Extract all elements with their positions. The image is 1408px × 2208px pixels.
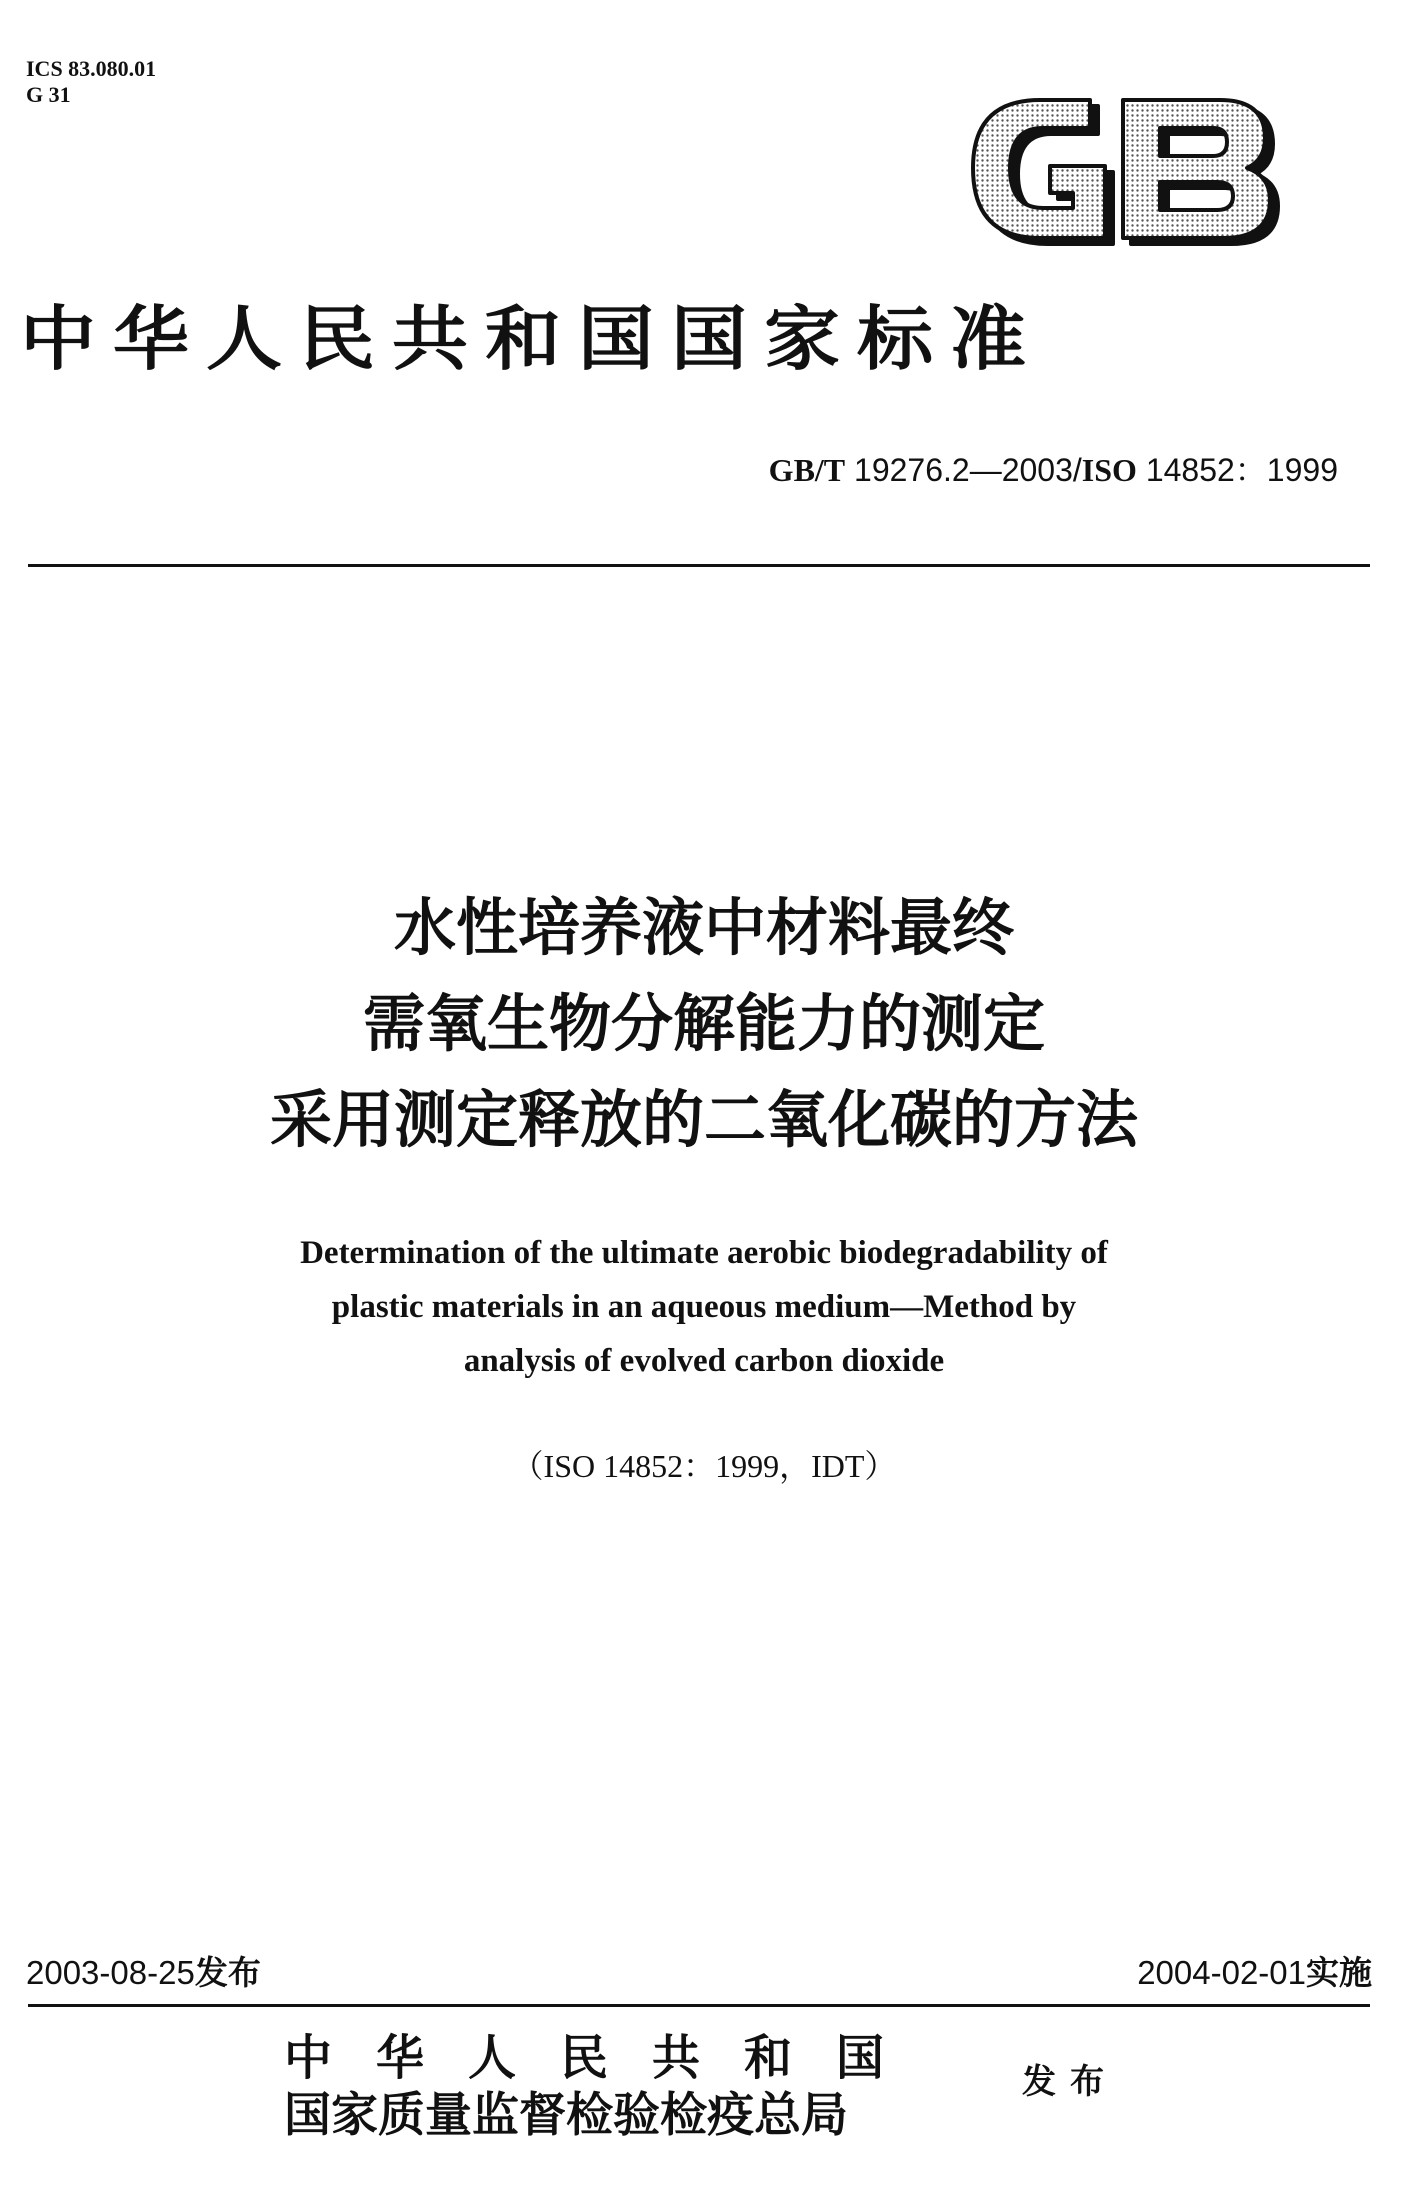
english-title-line-3: analysis of evolved carbon dioxide bbox=[463, 1343, 945, 1379]
chinese-title-line-1: 水性培养液中材料最终 bbox=[393, 891, 1014, 964]
gb-logo bbox=[955, 78, 1285, 248]
iso-equivalence: （ISO 14852：1999，IDT） bbox=[511, 1448, 897, 1484]
std-number: 19276.2—2003/ bbox=[845, 452, 1082, 488]
chinese-title-line-3: 采用测定释放的二氧化碳的方法 bbox=[269, 1083, 1138, 1156]
national-standard-title: 中华人民共和国国家标准 bbox=[20, 297, 1043, 380]
issuer-line-1: 中华人民共和国 bbox=[284, 2030, 929, 2086]
top-divider bbox=[28, 564, 1370, 567]
issuer-label: 发布 bbox=[1022, 2062, 1118, 2102]
ccs-code: G 31 bbox=[26, 82, 71, 107]
chinese-title-line-2: 需氧生物分解能力的测定 bbox=[362, 987, 1045, 1060]
iso-prefix: ISO bbox=[1081, 452, 1137, 488]
implementation-date-label: 实施 bbox=[1306, 1953, 1372, 1992]
classification-codes bbox=[26, 56, 156, 108]
bottom-divider bbox=[28, 2004, 1370, 2007]
implementation-date-value: 2004-02-01 bbox=[1137, 1954, 1306, 1991]
standard-number bbox=[769, 450, 1338, 490]
implementation-date bbox=[1137, 1951, 1372, 1995]
chinese-title bbox=[0, 880, 1408, 1168]
english-title bbox=[0, 1226, 1408, 1388]
issuer-line-2: 国家质量监督检验检疫总局 bbox=[284, 2088, 848, 2143]
english-title-line-1: Determination of the ultimate aerobic biodegradability of bbox=[300, 1235, 1108, 1271]
english-title-line-2: plastic materials in an aqueous medium—Method by bbox=[331, 1289, 1077, 1325]
iso-number: 14852：1999 bbox=[1136, 452, 1338, 488]
std-prefix: GB/T bbox=[768, 452, 846, 488]
issue-date-label: 发布 bbox=[194, 1953, 261, 1992]
issue-date-value: 2003-08-25 bbox=[26, 1954, 195, 1991]
issue-date bbox=[26, 1951, 261, 1995]
ics-code: ICS 83.080.01 bbox=[26, 56, 157, 81]
